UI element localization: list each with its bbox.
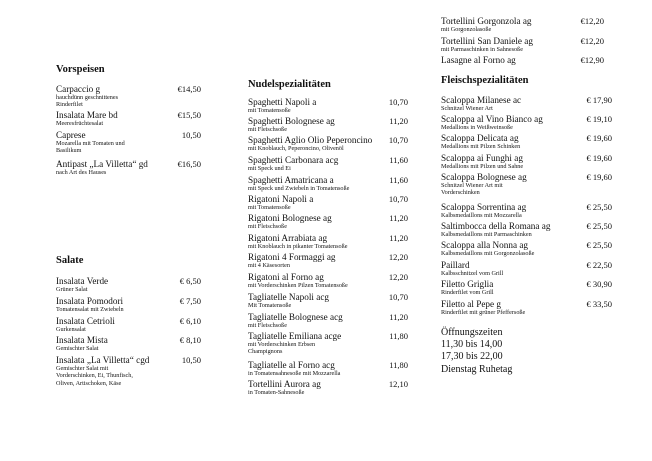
- menu-item: [56, 355, 201, 387]
- item-price: 11,20: [389, 312, 408, 322]
- item-price: 11,20: [389, 116, 408, 126]
- item-description: mit Tomatensoße: [248, 204, 291, 211]
- item-name: Paillard: [441, 260, 470, 270]
- item-price: €12,20: [580, 36, 604, 46]
- menu-item: [248, 175, 408, 192]
- item-price: €12,90: [580, 55, 604, 65]
- item-description: Tomatensalat mit Zwiebeln: [56, 306, 124, 313]
- item-description: Meeresfrüchtesalat: [56, 120, 104, 127]
- menu-item: [56, 335, 201, 352]
- item-name: Insalata Pomodori: [56, 296, 124, 306]
- item-price: € 7,50: [179, 296, 201, 306]
- item-name: Saltimbocca della Romana ag: [441, 221, 551, 231]
- item-description: Oliven, Artischoken, Käse: [56, 379, 122, 387]
- menu-item: [248, 155, 408, 172]
- item-name: Tagliatelle Bolognese acg: [248, 312, 343, 322]
- item-name: Scaloppa al Vino Bianco ag: [441, 114, 543, 124]
- menu-item: [441, 260, 612, 277]
- menu-item: [248, 292, 408, 309]
- menu-item: [441, 55, 604, 65]
- item-price: € 19,10: [586, 114, 612, 124]
- item-description: hauchdünn geschnittenes: [56, 94, 119, 101]
- item-price: 10,70: [388, 292, 408, 302]
- item-price: €16,50: [177, 159, 201, 169]
- item-description: Champignons: [248, 348, 283, 356]
- item-price: 11,20: [389, 233, 408, 243]
- item-price: 11,20: [389, 213, 408, 223]
- menu-item: [441, 95, 612, 112]
- item-name: Insalata Cetrioli: [56, 316, 115, 326]
- menu-item: [441, 153, 612, 170]
- menu-item: [248, 233, 408, 250]
- item-price: 10,50: [181, 130, 201, 140]
- item-description: nach Art des Hauses: [56, 169, 107, 176]
- item-price: € 25,50: [586, 240, 612, 250]
- hours-line: 11,30 bis 14,00: [441, 339, 503, 351]
- item-description: Vorderschinken: [441, 189, 480, 197]
- menu-item: [248, 135, 408, 152]
- item-price: € 30,90: [586, 279, 612, 289]
- item-description: Kalbsschnitzel vom Grill: [441, 270, 504, 277]
- item-name: Filetto al Pepe g: [441, 299, 501, 309]
- menu-item: [441, 240, 612, 257]
- item-price: €12,20: [580, 16, 604, 26]
- item-description: mit Fleischsoße: [248, 223, 288, 230]
- item-name: Spaghetti Napoli a: [248, 97, 317, 107]
- menu-item: [56, 159, 201, 176]
- menu-item: [248, 360, 408, 377]
- opening-hours: [441, 327, 512, 376]
- item-name: Rigatoni Arrabiata ag: [248, 233, 328, 243]
- nudel-heading: Nudelspezialitäten: [248, 79, 331, 90]
- menu-item: [441, 133, 612, 150]
- item-price: 11,60: [389, 155, 408, 165]
- item-price: € 19,60: [586, 172, 612, 182]
- menu-item: [56, 84, 201, 109]
- item-price: € 8,10: [179, 335, 201, 345]
- item-price: 11,80: [389, 331, 408, 341]
- item-name: Rigatoni Bolognese ag: [248, 213, 332, 223]
- fleisch-heading: Fleischspezialitäten: [441, 75, 529, 86]
- menu-item: [56, 296, 201, 313]
- item-price: 12,10: [388, 379, 408, 389]
- vorspeisen-heading: Vorspeisen: [56, 64, 105, 75]
- item-description: Mozarella mit Tomaten und: [56, 140, 125, 147]
- item-price: € 6,50: [179, 276, 201, 286]
- item-name: Caprese: [56, 130, 86, 140]
- item-price: 11,80: [389, 360, 408, 370]
- item-name: Scaloppa Sorrentina ag: [441, 202, 527, 212]
- item-price: 10,70: [388, 135, 408, 145]
- item-name: Tortellini Aurora ag: [248, 379, 321, 389]
- menu-item: [248, 194, 408, 211]
- item-name: Rigatoni al Forno ag: [248, 272, 324, 282]
- item-description: mit Speck und Zwiebeln in Tomatensoße: [248, 185, 350, 192]
- menu-item: [56, 130, 201, 155]
- menu-item: [248, 252, 408, 269]
- item-description: mit Knoblauch in pikanter Tomatensoße: [248, 243, 348, 250]
- menu-item: [248, 331, 408, 356]
- item-name: Tagliatelle Emiliana acge: [248, 331, 342, 341]
- item-description: Vorderschinken, Ei, Thunfisch,: [56, 372, 133, 380]
- item-price: € 19,60: [586, 133, 612, 143]
- item-name: Rigatoni 4 Formaggi ag: [248, 252, 336, 262]
- item-description: Kalbsmedaillons mit Mozzarella: [441, 212, 522, 219]
- item-price: 10,50: [181, 355, 201, 365]
- menu-item: [56, 276, 201, 293]
- menu-item: [441, 36, 604, 53]
- menu-item: [441, 202, 612, 219]
- item-name: Scaloppa Bolognese ag: [441, 172, 527, 182]
- hours-title: Öffnungszeiten: [441, 327, 503, 338]
- menu-item: [441, 172, 612, 197]
- item-description: Gemischter Salat mit: [56, 365, 109, 372]
- item-description: Medallions mit Pilzen Schinken: [441, 143, 521, 150]
- hours-line: 17,30 bis 22,00: [441, 351, 503, 363]
- item-description: Mit Tomatensoße: [248, 302, 292, 309]
- item-price: € 33,50: [586, 299, 612, 309]
- item-price: 10,70: [388, 97, 408, 107]
- item-price: 12,20: [388, 272, 408, 282]
- item-price: € 25,50: [586, 202, 612, 212]
- menu-item: [248, 312, 408, 329]
- item-description: mit Tomatensoße: [248, 107, 291, 114]
- item-name: Tagliatelle al Forno acg: [248, 360, 335, 370]
- item-name: Tortellini San Daniele ag: [441, 36, 533, 46]
- item-price: 11,60: [389, 175, 408, 185]
- hours-line: Dienstag Ruhetag: [441, 363, 513, 375]
- item-name: Insalata Verde: [56, 276, 109, 286]
- menu-item: [441, 279, 612, 296]
- item-description: in Tomatensahnesoße mit Mozzarella: [248, 370, 341, 377]
- item-description: Rinderfilet mit grüner Pfeffersoße: [441, 309, 526, 316]
- menu-item: [248, 272, 408, 289]
- item-name: Insalata Mista: [56, 335, 108, 345]
- item-description: mit Vorderschinken Erbsen: [248, 341, 316, 348]
- item-price: € 17,90: [586, 95, 612, 105]
- item-description: mit Knoblauch, Peperoncino, Olivenöl: [248, 145, 344, 152]
- item-description: Rinderfilet vom Grill: [441, 289, 494, 296]
- item-price: € 6,10: [179, 316, 201, 326]
- item-description: in Tomaten-Sahnesoße: [248, 389, 305, 396]
- menu-item: [56, 316, 201, 333]
- item-description: mit Gorgonzolasoße: [441, 26, 492, 33]
- item-name: Tagliatelle Napoli acg: [248, 292, 329, 302]
- item-name: Rigatoni Napoli a: [248, 194, 314, 204]
- item-price: € 19,60: [586, 153, 612, 163]
- item-price: €14,50: [177, 84, 201, 94]
- menu-item: [441, 16, 604, 33]
- item-name: Insalata Mare bd: [56, 110, 118, 120]
- menu-item: [248, 116, 408, 133]
- menu-item: [248, 213, 408, 230]
- item-name: Carpaccio g: [56, 84, 101, 94]
- item-description: Kalbsmedaillons mit Gorgonzolasoße: [441, 250, 535, 257]
- menu-item: [441, 221, 612, 238]
- item-description: Gurkensalat: [56, 326, 86, 333]
- item-description: Gemischter Salat: [56, 345, 99, 352]
- menu-item: [441, 114, 612, 131]
- item-name: Spaghetti Aglio Olio Peperoncino: [248, 135, 373, 145]
- item-description: Medallions in Weißweinsoße: [441, 124, 513, 131]
- item-description: Basilikum: [56, 147, 82, 155]
- item-name: Scaloppa Milanese ac: [441, 95, 522, 105]
- item-description: Rinderfilet: [56, 101, 83, 109]
- item-price: €15,50: [177, 110, 201, 120]
- item-name: Spaghetti Amatricana a: [248, 175, 334, 185]
- item-description: Grüner Salat: [56, 286, 88, 293]
- menu-item: [248, 379, 408, 396]
- item-name: Insalata „La Villetta“ cgd: [56, 355, 150, 365]
- item-price: € 25,50: [586, 221, 612, 231]
- item-description: Schnitzel Wiener Art: [441, 105, 493, 112]
- item-description: mit 4 Käsesorten: [248, 262, 290, 269]
- item-name: Spaghetti Bolognese ag: [248, 116, 335, 126]
- item-description: mit Fleischsoße: [248, 322, 288, 329]
- item-name: Scaloppa Delicata ag: [441, 133, 519, 143]
- item-description: Schnitzel Wiener Art mit: [441, 182, 503, 189]
- item-name: Scaloppa alla Nonna ag: [441, 240, 528, 250]
- item-price: € 22,50: [586, 260, 612, 270]
- item-name: Lasagne al Forno ag: [441, 55, 516, 65]
- menu-item: [248, 97, 408, 114]
- item-name: Antipast „La Villetta“ gd: [56, 159, 148, 169]
- menu-item: [441, 299, 612, 316]
- item-name: Spaghetti Carbonara acg: [248, 155, 339, 165]
- menu-item: [56, 110, 201, 127]
- item-description: Medallions mit Pilzen und Sahne: [441, 163, 524, 170]
- item-name: Filetto Griglia: [441, 279, 494, 289]
- item-price: 10,70: [388, 194, 408, 204]
- item-price: 12,20: [388, 252, 408, 262]
- item-name: Scaloppa ai Funghi ag: [441, 153, 523, 163]
- item-description: mit Vorderschinken Pilzen Tomatensoße: [248, 282, 348, 289]
- item-description: Kalbsmedaillons mit Parmaschinken: [441, 231, 532, 238]
- item-description: mit Parmaschinken in Sahnesoße: [441, 46, 523, 53]
- item-name: Tortellini Gorgonzola ag: [441, 16, 532, 26]
- item-description: mit Speck und Ei: [248, 165, 291, 172]
- salate-heading: Salate: [56, 255, 84, 266]
- item-description: mit Fleischsoße: [248, 126, 288, 133]
